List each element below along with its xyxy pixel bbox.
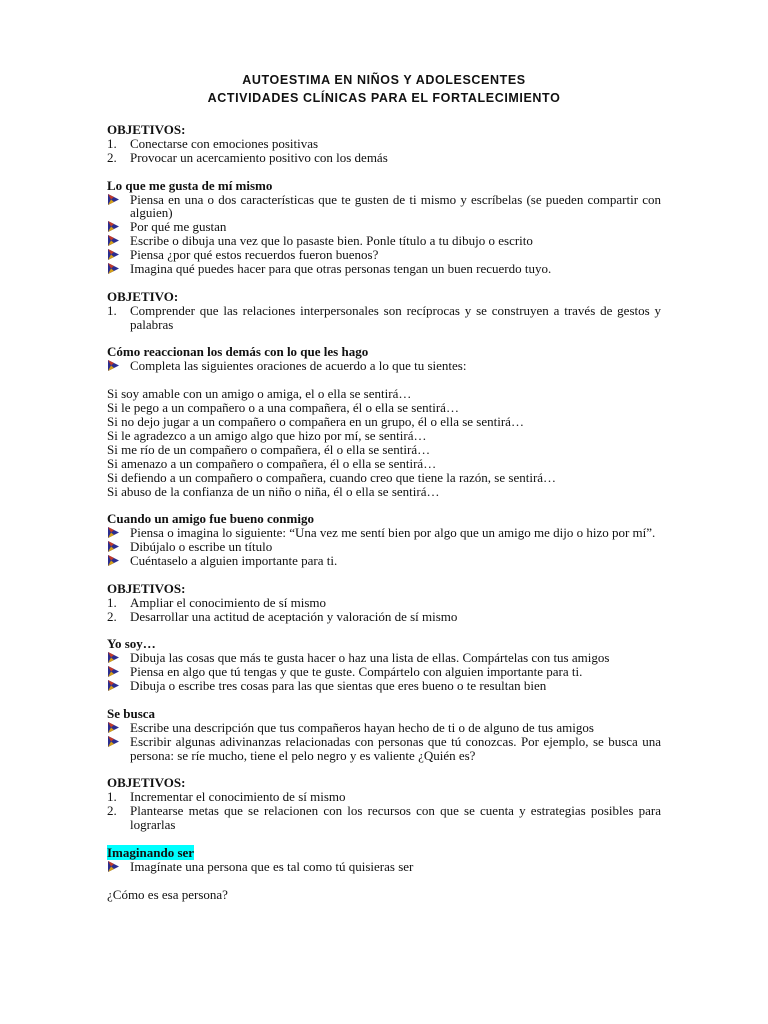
- bullet-item: Dibuja las cosas que más te gusta hacer o haz una lista de ellas. Compártelas con tus amigos: [107, 651, 661, 665]
- bullet-item: Piensa en algo que tú tengas y que te guste. Compártelo con alguien importante para ti.: [107, 665, 661, 679]
- highlighted-heading-text: Imaginando ser: [107, 844, 195, 860]
- bullet-item: Imagínate una persona que es tal como tú quisieras ser: [107, 860, 661, 874]
- arrowhead-bullet-icon: [108, 263, 119, 274]
- sentence-line: Si me río de un compañero o compañera, él o ella se sentirá…: [107, 441, 431, 457]
- item-number: 2.: [107, 803, 117, 819]
- bullet-item: Escribe una descripción que tus compañeros hayan hecho de ti o de alguno de tus amigos: [107, 721, 661, 735]
- section-heading: Lo que me gusta de mí mismo: [107, 177, 273, 193]
- numbered-item: 2. Desarrollar una actitud de aceptación y valoración de sí mismo: [107, 608, 458, 624]
- arrowhead-bullet-icon: [108, 736, 119, 747]
- arrowhead-bullet-icon: [108, 194, 119, 205]
- bullet-item: Escribe o dibuja una vez que lo pasaste bien. Ponle título a tu dibujo o escrito: [107, 234, 661, 248]
- numbered-item: 2. Provocar un acercamiento positivo con los demás: [107, 149, 388, 165]
- bullet-item: Piensa ¿por qué estos recuerdos fueron buenos?: [107, 248, 661, 262]
- document-title: AUTOESTIMA EN NIÑOS Y ADOLESCENTES: [242, 73, 526, 87]
- section-heading: Cómo reaccionan los demás con lo que les hago: [107, 344, 369, 360]
- arrowhead-bullet-icon: [108, 360, 119, 371]
- section-heading: OBJETIVOS:: [107, 775, 186, 791]
- item-number: 1.: [107, 594, 117, 610]
- section-heading: OBJETIVOS:: [107, 122, 186, 137]
- arrowhead-bullet-icon: [108, 249, 119, 260]
- sentence-line: Si le agradezco a un amigo algo que hizo por mí, se sentirá…: [107, 427, 427, 443]
- section-heading-highlighted: [107, 846, 661, 860]
- arrowhead-bullet-icon: [108, 235, 119, 246]
- arrowhead-bullet-icon: [108, 652, 119, 663]
- arrowhead-bullet-icon: [108, 555, 119, 566]
- sentence-line: Si abuso de la confianza de un niño o niña, él o ella se sentirá…: [107, 483, 440, 499]
- section-heading: Yo soy…: [107, 636, 156, 652]
- sentence-line: Si amenazo a un compañero o compañera, él o ella se sentirá…: [107, 455, 437, 471]
- arrowhead-bullet-icon: [108, 680, 119, 691]
- section-heading: Cuando un amigo fue bueno conmigo: [107, 511, 314, 527]
- numbered-item: 2. Plantearse metas que se relacionen con los recursos con que se cuenta y estrategias posibles para lograrlas: [107, 803, 661, 833]
- item-number: 1.: [107, 135, 117, 151]
- bullet-item: Dibújalo o escribe un título: [107, 540, 661, 554]
- item-number: 1.: [107, 302, 117, 318]
- numbered-item: 1. Ampliar el conocimiento de sí mismo: [107, 594, 327, 610]
- bullet-item: Dibuja o escribe tres cosas para las que sientas que eres bueno o te resultan bien: [107, 679, 661, 693]
- arrowhead-bullet-icon: [108, 541, 119, 552]
- item-number: 2.: [107, 608, 117, 624]
- sentence-line: Si defiendo a un compañero o compañera, cuando creo que tiene la razón, se sentirá…: [107, 469, 557, 485]
- arrowhead-bullet-icon: [108, 861, 119, 872]
- bullet-item: Cuéntaselo a alguien importante para ti.: [107, 554, 661, 568]
- closing-question: ¿Cómo es esa persona?: [107, 886, 228, 902]
- bullet-item: Por qué me gustan: [107, 220, 661, 234]
- document-body: [107, 123, 661, 902]
- arrowhead-bullet-icon: [108, 527, 119, 538]
- sentence-line: Si le pego a un compañero o a una compañera, él o ella se sentirá…: [107, 400, 459, 416]
- sentence-line: Si no dejo jugar a un compañero o compañera en un grupo, él o ella se sentirá…: [107, 413, 524, 429]
- sentence-line: Si soy amable con un amigo o amiga, el o ella se sentirá…: [107, 386, 412, 402]
- item-number: 2.: [107, 149, 117, 165]
- bullet-item: Piensa en una o dos características que te gusten de ti mismo y escríbelas (se pueden compartir con alguien): [107, 193, 661, 221]
- section-heading: Se busca: [107, 705, 156, 721]
- arrowhead-bullet-icon: [108, 666, 119, 677]
- numbered-item: 1. Comprender que las relaciones interpersonales son recíprocas y se construyen a través de gestos y palabras: [107, 302, 661, 332]
- section-heading: OBJETIVOS:: [107, 580, 186, 596]
- section-heading: OBJETIVO:: [107, 288, 179, 304]
- arrowhead-bullet-icon: [108, 221, 119, 232]
- numbered-item: 1. Incrementar el conocimiento de sí mismo: [107, 789, 346, 805]
- item-number: 1.: [107, 789, 117, 805]
- bullet-item: Escribir algunas adivinanzas relacionadas con personas que tú conozcas. Por ejemplo, se busca una persona: se ríe mucho, tiene el pelo negro y es valiente ¿Quién es?: [107, 735, 661, 763]
- bullet-item: Piensa o imagina lo siguiente: “Una vez me sentí bien por algo que un amigo me dijo o hizo por mí”.: [107, 526, 661, 540]
- bullet-item: Completa las siguientes oraciones de acuerdo a lo que tu sientes:: [107, 359, 661, 373]
- numbered-item: 1. Conectarse con emociones positivas: [107, 135, 319, 151]
- bullet-item: Imagina qué puedes hacer para que otras personas tengan un buen recuerdo tuyo.: [107, 262, 661, 276]
- arrowhead-bullet-icon: [108, 722, 119, 733]
- document-subtitle: ACTIVIDADES CLÍNICAS PARA EL FORTALECIMIENTO: [207, 91, 561, 105]
